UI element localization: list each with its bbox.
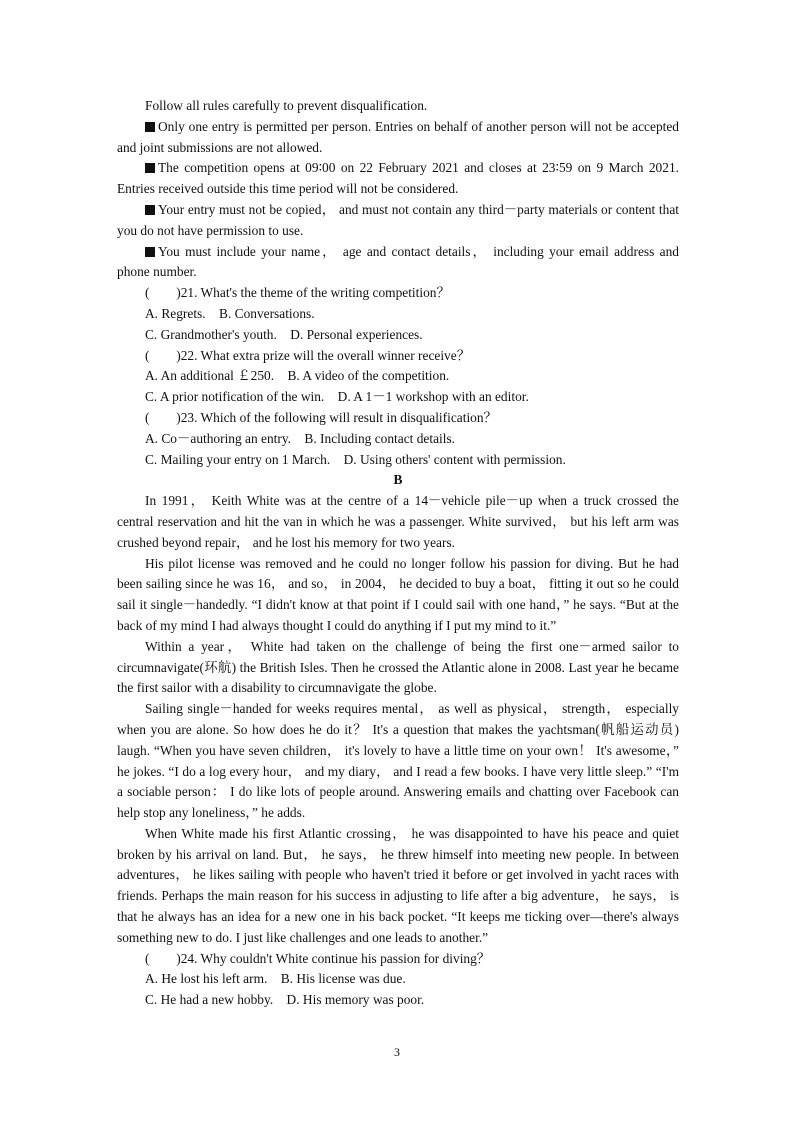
question-23-stem: ( )23. Which of the following will result in disqualification？ — [145, 409, 497, 425]
rule-3: Your entry must not be copied， and must not contain any third－party materials or content that you do not have permission to use. — [117, 201, 679, 238]
question-24-stem: ( )24. Why couldn't White continue his passion for diving？ — [145, 950, 491, 966]
question-22-options-cd: C. A prior notification of the win. D. A 1－1 workshop with an editor. — [145, 389, 529, 405]
square-bullet-icon — [145, 163, 155, 173]
question-21-stem: ( )21. What's the theme of the writing competition？ — [145, 285, 450, 301]
square-bullet-icon — [145, 247, 155, 257]
question-22-stem: ( )22. What extra prize will the overall winner receive？ — [145, 347, 471, 363]
passage-paragraph-2: His pilot license was removed and he could no longer follow his passion for diving. But he had been sailing since he was 16， and so， in 2004， he decided to buy a boat， fitting it out so he could sail it single－handedly. “I didn't know at that point if I could sail with one hand，” he says. “But at the back of my mind I had always thought I could do anything if I put my mind to it.” — [117, 555, 679, 633]
section-b-heading: B — [393, 472, 403, 488]
intro-text: Follow all rules carefully to prevent disqualification. — [145, 98, 428, 113]
question-23-options-cd: C. Mailing your entry on 1 March. D. Using others' content with permission. — [145, 451, 566, 467]
question-23-options-ab: A. Co－authoring an entry. B. Including contact details. — [145, 430, 456, 446]
page-number: 3 — [394, 1045, 400, 1059]
passage-paragraph-5: When White made his first Atlantic crossing， he was disappointed to have his peace and quiet broken by his arrival on land. But， he says， he threw himself into meeting new people. In between adventures， he likes sailing with people who haven't tried it before or get involved in yacht races with friends. Perhaps the main reason for his success in adjusting to life after a big adventure， he says， is that he always has an idea for a new one in his back pocket. “It keeps me ticking over—there's always something new to do. I just like challenges and one leads to another.” — [117, 825, 679, 945]
question-21-options-ab: A. Regrets. B. Conversations. — [145, 305, 315, 321]
question-21-options-cd: C. Grandmother's youth. D. Personal experiences. — [145, 326, 423, 342]
question-24-options-cd: C. He had a new hobby. D. His memory was poor. — [145, 992, 425, 1008]
rule-1: Only one entry is permitted per person. Entries on behalf of another person will not be accepted and joint submissions are not allowed. — [117, 118, 679, 155]
passage-paragraph-3: Within a year， White had taken on the challenge of being the first one－armed sailor to circumnavigate(环航) the British Isles. Then he crossed the Atlantic alone in 2008. Last year he became the first sailor with a disability to circumnavigate the globe. — [117, 638, 679, 696]
square-bullet-icon — [145, 205, 155, 215]
passage-paragraph-1: In 1991， Keith White was at the centre of a 14－vehicle pile－up when a truck crossed the central reservation and hit the van in which he was a passenger. White survived， but his left arm was crushed beyond repair， and he lost his memory for two years. — [117, 493, 679, 550]
question-24-options-ab: A. He lost his left arm. B. His license was due. — [145, 971, 406, 987]
document-body — [117, 96, 679, 1011]
question-22-options-ab: A. An additional ￡250. B. A video of the competition. — [145, 368, 450, 384]
square-bullet-icon — [145, 122, 155, 132]
passage-paragraph-4: Sailing single－handed for weeks requires mental， as well as physical， strength， especially when you are alone. So how does he do it？ It's a question that makes the yachtsman(帆船运动员) laugh. “When you have seven children， it's lovely to have a little time on your own！ It's awesome，” he jokes. “I do a log every hour， and my diary， and I read a few books. I have very little sleep.” “I'm a sociable person： I do like lots of people around. Answering emails and chatting over Facebook can help stop any loneliness，” he adds. — [117, 701, 679, 821]
rule-4: You must include your name， age and contact details， including your email address and phone number. — [117, 243, 679, 280]
rule-2: The competition opens at 09∶00 on 22 February 2021 and closes at 23∶59 on 9 March 2021. Entries received outside this time period will not be considered. — [117, 160, 679, 197]
